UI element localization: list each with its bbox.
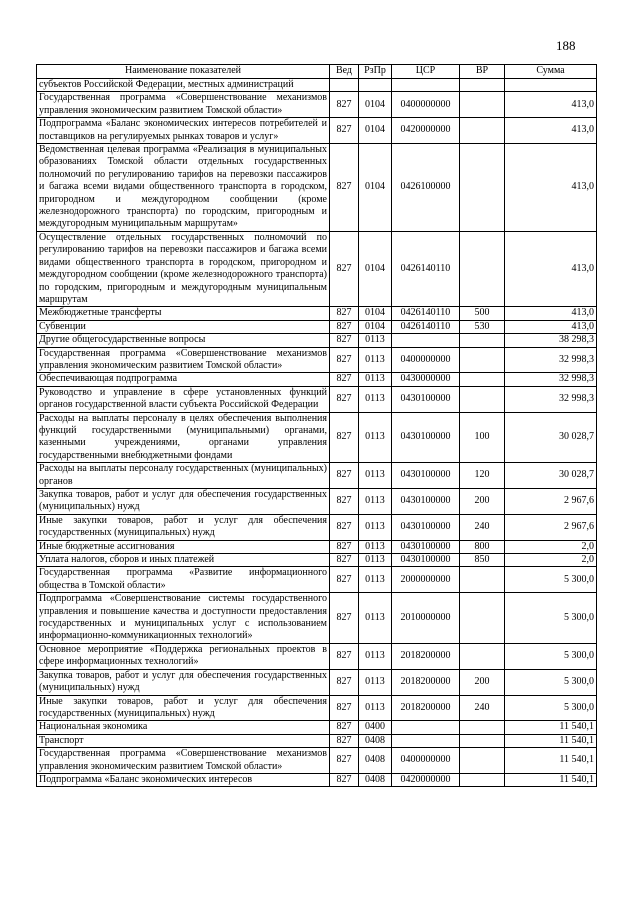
header-rzpr: РзПр: [359, 65, 392, 79]
cell-rzpr: 0400: [359, 721, 392, 734]
cell-sum: 30 028,7: [505, 412, 597, 463]
cell-vr: 200: [460, 669, 505, 695]
cell-rzpr: 0113: [359, 489, 392, 515]
cell-ved: 827: [330, 593, 359, 644]
cell-rzpr: 0113: [359, 593, 392, 644]
cell-rzpr: [359, 79, 392, 92]
cell-vr: [460, 386, 505, 412]
cell-ved: 827: [330, 643, 359, 669]
cell-sum: [505, 79, 597, 92]
cell-name: Государственная программа «Совершенствование механизмов управления экономическим развитием Томской области»: [37, 347, 330, 373]
cell-sum: 5 300,0: [505, 669, 597, 695]
cell-rzpr: 0113: [359, 567, 392, 593]
cell-sum: 11 540,1: [505, 748, 597, 774]
cell-rzpr: 0113: [359, 554, 392, 567]
cell-sum: 2 967,6: [505, 489, 597, 515]
cell-sum: 11 540,1: [505, 773, 597, 786]
cell-rzpr: 0113: [359, 514, 392, 540]
cell-name: Осуществление отдельных государственных полномочий по регулированию тарифов на перевозки пассажиров и багажа всеми видами общественного транспорта в городском, пригородном и междугородном сообщении (кроме железнодорожного транспорта) по городским, пригородным и междугородным муниципальным маршрутам: [37, 231, 330, 306]
cell-ved: 827: [330, 144, 359, 232]
cell-sum: 11 540,1: [505, 721, 597, 734]
cell-vr: [460, 567, 505, 593]
cell-ved: [330, 79, 359, 92]
cell-csr: 0430100000: [392, 412, 460, 463]
cell-rzpr: 0408: [359, 773, 392, 786]
cell-name: Государственная программа «Совершенствование механизмов управления экономическим развитием Томской области»: [37, 748, 330, 774]
cell-sum: 2,0: [505, 554, 597, 567]
cell-csr: 0426140110: [392, 320, 460, 333]
cell-vr: 800: [460, 540, 505, 553]
cell-ved: 827: [330, 347, 359, 373]
cell-rzpr: 0104: [359, 92, 392, 118]
cell-sum: 413,0: [505, 307, 597, 320]
cell-ved: 827: [330, 773, 359, 786]
cell-vr: 240: [460, 695, 505, 721]
cell-sum: 5 300,0: [505, 593, 597, 644]
header-ved: Вед: [330, 65, 359, 79]
cell-vr: [460, 734, 505, 747]
cell-csr: [392, 734, 460, 747]
table-row: [37, 118, 597, 144]
table-row: [37, 734, 597, 747]
cell-rzpr: 0113: [359, 347, 392, 373]
cell-sum: 32 998,3: [505, 386, 597, 412]
table-row: [37, 320, 597, 333]
table-row: [37, 489, 597, 515]
table-row: [37, 231, 597, 306]
cell-ved: 827: [330, 695, 359, 721]
cell-ved: 827: [330, 734, 359, 747]
header-sum: Сумма: [505, 65, 597, 79]
table-row: [37, 593, 597, 644]
cell-vr: 100: [460, 412, 505, 463]
cell-name: Закупка товаров, работ и услуг для обеспечения государственных (муниципальных) нужд: [37, 669, 330, 695]
cell-rzpr: 0113: [359, 412, 392, 463]
cell-rzpr: 0104: [359, 307, 392, 320]
cell-vr: 120: [460, 463, 505, 489]
budget-table: [36, 64, 597, 787]
cell-csr: 0430100000: [392, 463, 460, 489]
cell-csr: 0400000000: [392, 92, 460, 118]
cell-ved: 827: [330, 373, 359, 386]
table-row: [37, 412, 597, 463]
table-row: [37, 721, 597, 734]
cell-csr: 0430100000: [392, 540, 460, 553]
cell-rzpr: 0408: [359, 748, 392, 774]
cell-rzpr: 0104: [359, 231, 392, 306]
cell-rzpr: 0113: [359, 540, 392, 553]
cell-ved: 827: [330, 514, 359, 540]
cell-csr: 0400000000: [392, 347, 460, 373]
cell-vr: [460, 231, 505, 306]
cell-csr: 0430000000: [392, 373, 460, 386]
cell-vr: 200: [460, 489, 505, 515]
cell-vr: [460, 144, 505, 232]
cell-sum: 413,0: [505, 118, 597, 144]
table-row: [37, 643, 597, 669]
cell-csr: 0426100000: [392, 144, 460, 232]
cell-csr: 0420000000: [392, 773, 460, 786]
page-number: 188: [556, 38, 576, 53]
cell-csr: 0430100000: [392, 514, 460, 540]
cell-csr: 0426140110: [392, 231, 460, 306]
cell-vr: 500: [460, 307, 505, 320]
cell-name: Межбюджетные трансферты: [37, 307, 330, 320]
cell-rzpr: 0113: [359, 669, 392, 695]
cell-vr: 240: [460, 514, 505, 540]
cell-name: Другие общегосударственные вопросы: [37, 334, 330, 347]
cell-ved: 827: [330, 540, 359, 553]
table-row: [37, 773, 597, 786]
cell-vr: [460, 347, 505, 373]
cell-vr: [460, 92, 505, 118]
cell-name: Расходы на выплаты персоналу в целях обеспечения выполнения функций государственными (муниципальными) органами, казенными учреждениями, органами управления государственными внебюджетными фондами: [37, 412, 330, 463]
cell-vr: [460, 373, 505, 386]
table-row: [37, 373, 597, 386]
cell-name: Национальная экономика: [37, 721, 330, 734]
table-row: [37, 144, 597, 232]
cell-csr: 0430100000: [392, 554, 460, 567]
cell-vr: [460, 721, 505, 734]
cell-vr: [460, 748, 505, 774]
cell-csr: 0400000000: [392, 748, 460, 774]
header-csr: ЦСР: [392, 65, 460, 79]
cell-name: Закупка товаров, работ и услуг для обеспечения государственных (муниципальных) нужд: [37, 489, 330, 515]
cell-rzpr: 0113: [359, 334, 392, 347]
cell-ved: 827: [330, 748, 359, 774]
cell-rzpr: 0104: [359, 144, 392, 232]
cell-name: Субвенции: [37, 320, 330, 333]
cell-rzpr: 0113: [359, 386, 392, 412]
cell-csr: 2010000000: [392, 593, 460, 644]
cell-csr: 2018200000: [392, 669, 460, 695]
cell-sum: 32 998,3: [505, 347, 597, 373]
cell-csr: [392, 79, 460, 92]
cell-name: Обеспечивающая подпрограмма: [37, 373, 330, 386]
cell-sum: 413,0: [505, 320, 597, 333]
cell-csr: 0430100000: [392, 386, 460, 412]
cell-vr: [460, 593, 505, 644]
table-row: [37, 669, 597, 695]
cell-ved: 827: [330, 386, 359, 412]
cell-ved: 827: [330, 721, 359, 734]
cell-ved: 827: [330, 118, 359, 144]
cell-name: Подпрограмма «Совершенствование системы государственного управления и повышение качества и доступности предоставления государственных и муниципальных услуг с использованием информационно-коммуникационных технологий»: [37, 593, 330, 644]
cell-name: Расходы на выплаты персоналу государственных (муниципальных) органов: [37, 463, 330, 489]
cell-vr: [460, 118, 505, 144]
cell-sum: 5 300,0: [505, 567, 597, 593]
cell-sum: 2,0: [505, 540, 597, 553]
table-body: [37, 79, 597, 787]
cell-name: Подпрограмма «Баланс экономических интересов потребителей и поставщиков на регулируемых рынках товаров и услуг»: [37, 118, 330, 144]
table-row: [37, 347, 597, 373]
cell-sum: 5 300,0: [505, 695, 597, 721]
cell-ved: 827: [330, 554, 359, 567]
cell-ved: 827: [330, 92, 359, 118]
table-row: [37, 307, 597, 320]
cell-vr: [460, 79, 505, 92]
cell-name: Транспорт: [37, 734, 330, 747]
cell-csr: [392, 721, 460, 734]
cell-name: Основное мероприятие «Поддержка региональных проектов в сфере информационных технологий»: [37, 643, 330, 669]
cell-sum: 38 298,3: [505, 334, 597, 347]
cell-name: Иные закупки товаров, работ и услуг для обеспечения государственных (муниципальных) нужд: [37, 514, 330, 540]
cell-ved: 827: [330, 412, 359, 463]
cell-rzpr: 0113: [359, 373, 392, 386]
cell-name: Руководство и управление в сфере установленных функций органов государственной власти субъекта Российской Федерации: [37, 386, 330, 412]
table-row: [37, 79, 597, 92]
cell-sum: 413,0: [505, 231, 597, 306]
cell-rzpr: 0113: [359, 643, 392, 669]
cell-ved: 827: [330, 489, 359, 515]
table-row: [37, 567, 597, 593]
cell-vr: [460, 643, 505, 669]
header-name: Наименование показателей: [37, 65, 330, 79]
table-header-row: [37, 65, 597, 79]
cell-ved: 827: [330, 463, 359, 489]
cell-sum: 5 300,0: [505, 643, 597, 669]
cell-sum: 413,0: [505, 92, 597, 118]
cell-name: Государственная программа «Развитие информационного общества в Томской области»: [37, 567, 330, 593]
cell-vr: 850: [460, 554, 505, 567]
cell-rzpr: 0113: [359, 463, 392, 489]
cell-rzpr: 0104: [359, 118, 392, 144]
cell-ved: 827: [330, 567, 359, 593]
cell-name: субъектов Российской Федерации, местных администраций: [37, 79, 330, 92]
cell-ved: 827: [330, 320, 359, 333]
cell-rzpr: 0113: [359, 695, 392, 721]
cell-vr: 530: [460, 320, 505, 333]
cell-name: Уплата налогов, сборов и иных платежей: [37, 554, 330, 567]
cell-csr: 0430100000: [392, 489, 460, 515]
header-vr: ВР: [460, 65, 505, 79]
table-row: [37, 695, 597, 721]
cell-ved: 827: [330, 669, 359, 695]
cell-sum: 2 967,6: [505, 514, 597, 540]
cell-csr: 2018200000: [392, 643, 460, 669]
table-row: [37, 386, 597, 412]
cell-name: Государственная программа «Совершенствование механизмов управления экономическим развитием Томской области»: [37, 92, 330, 118]
table-row: [37, 334, 597, 347]
cell-ved: 827: [330, 307, 359, 320]
cell-csr: 2000000000: [392, 567, 460, 593]
cell-sum: 413,0: [505, 144, 597, 232]
cell-sum: 32 998,3: [505, 373, 597, 386]
cell-csr: 0426140110: [392, 307, 460, 320]
cell-csr: 0420000000: [392, 118, 460, 144]
cell-ved: 827: [330, 231, 359, 306]
table-row: [37, 514, 597, 540]
cell-rzpr: 0104: [359, 320, 392, 333]
cell-sum: 30 028,7: [505, 463, 597, 489]
cell-name: Иные закупки товаров, работ и услуг для обеспечения государственных (муниципальных) нужд: [37, 695, 330, 721]
cell-name: Подпрограмма «Баланс экономических интересов: [37, 773, 330, 786]
cell-name: Ведомственная целевая программа «Реализация в муниципальных образованиях Томской области отдельных государственных полномочий по регулированию тарифов на перевозки пассажиров и багажа всеми видами общественного транспорта в городском, пригородном и междугородном сообщении (кроме железнодорожного транспорта) по городским, пригородным и междугородным муниципальным маршрутам»: [37, 144, 330, 232]
table-row: [37, 554, 597, 567]
table-row: [37, 748, 597, 774]
cell-name: Иные бюджетные ассигнования: [37, 540, 330, 553]
cell-rzpr: 0408: [359, 734, 392, 747]
table-row: [37, 463, 597, 489]
table-row: [37, 92, 597, 118]
table-row: [37, 540, 597, 553]
cell-csr: 2018200000: [392, 695, 460, 721]
cell-vr: [460, 334, 505, 347]
cell-ved: 827: [330, 334, 359, 347]
cell-vr: [460, 773, 505, 786]
cell-sum: 11 540,1: [505, 734, 597, 747]
cell-csr: [392, 334, 460, 347]
